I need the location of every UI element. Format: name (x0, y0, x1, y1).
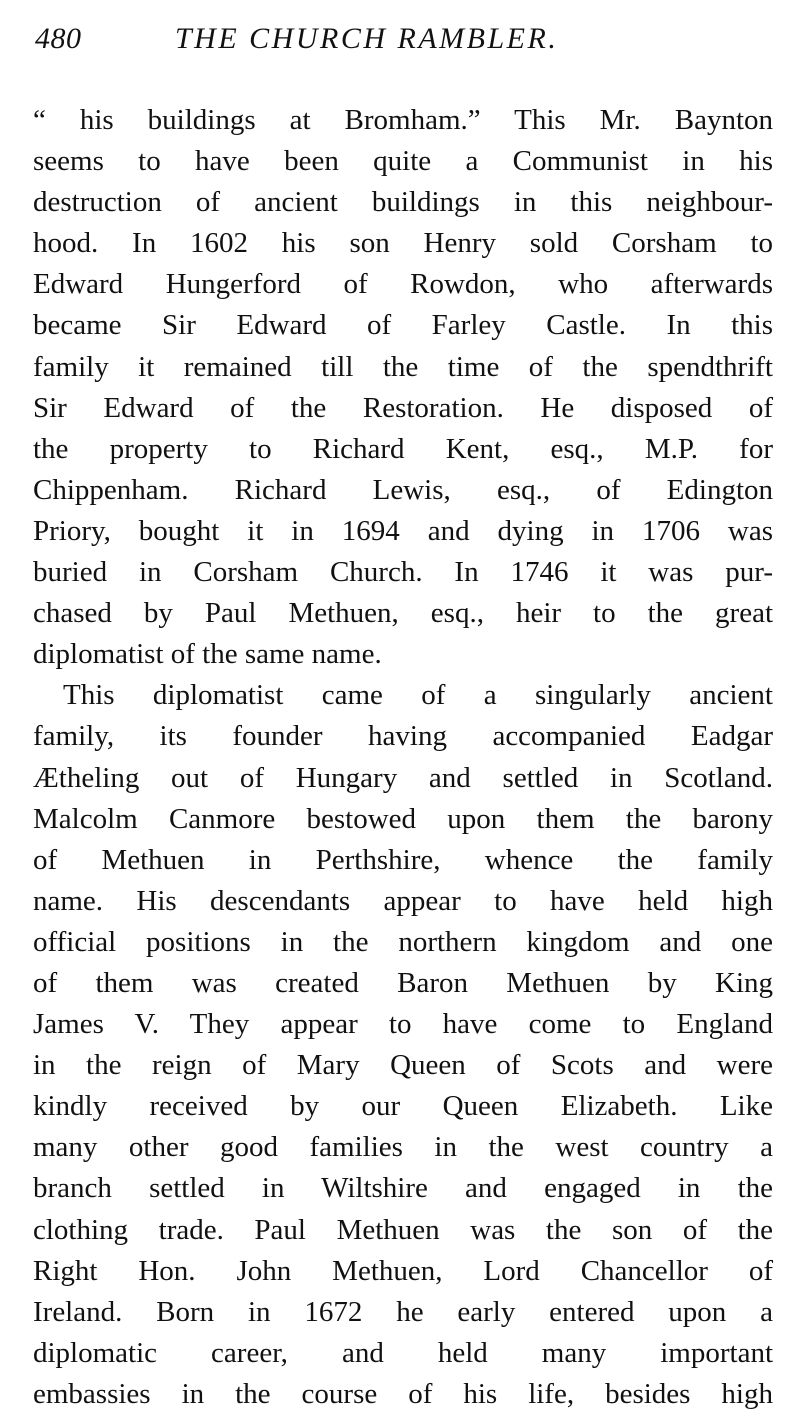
text-line: of Methuen in Perthshire, whence the family (33, 843, 773, 876)
text-line: clothing trade. Paul Methuen was the son of the (33, 1213, 773, 1246)
text-line: family it remained till the time of the spendthrift (33, 350, 773, 383)
body-text (33, 100, 773, 1415)
text-line: of them was created Baron Methuen by King (33, 966, 773, 999)
text-line: many other good families in the west country a (33, 1131, 773, 1164)
text-line: hood. In 1602 his son Henry sold Corsham to (33, 227, 773, 260)
text-line: name. His descendants appear to have held high (33, 884, 773, 917)
text-line: in the reign of Mary Queen of Scots and were (33, 1049, 773, 1082)
text-line: buried in Corsham Church. In 1746 it was pur- (33, 556, 773, 589)
text-line: diplomatist of the same name. (33, 638, 382, 671)
page-number: 480 (35, 22, 82, 55)
text-line: Priory, bought it in 1694 and dying in 1706 was (33, 514, 773, 547)
text-line: official positions in the northern kingdom and one (33, 925, 773, 958)
text-line: diplomatic career, and held many important (33, 1336, 773, 1369)
text-line: Edward Hungerford of Rowdon, who afterwards (33, 268, 773, 301)
text-line: “ his buildings at Bromham.” This Mr. Baynton (33, 104, 773, 136)
text-line: Ireland. Born in 1672 he early entered upon a (33, 1295, 773, 1328)
page-header (35, 22, 770, 62)
text-line: destruction of ancient buildings in this neighbour- (33, 186, 773, 219)
text-line: Right Hon. John Methuen, Lord Chancellor of (33, 1254, 773, 1287)
text-line: seems to have been quite a Communist in his (33, 145, 773, 178)
text-line: James V. They appear to have come to England (33, 1008, 773, 1041)
text-line: Malcolm Canmore bestowed upon them the barony (33, 802, 773, 835)
text-line: Sir Edward of the Restoration. He disposed of (33, 391, 773, 424)
text-line: became Sir Edward of Farley Castle. In this (33, 309, 773, 342)
text-line: embassies in the course of his life, besides high (33, 1377, 773, 1410)
text-line: This diplomatist came of a singularly ancient (63, 679, 773, 712)
text-line: Chippenham. Richard Lewis, esq., of Edington (33, 473, 773, 506)
text-line: chased by Paul Methuen, esq., heir to the great (33, 597, 773, 630)
text-line: the property to Richard Kent, esq., M.P. for (33, 432, 773, 465)
text-line: Ætheling out of Hungary and settled in Scotland. (33, 761, 773, 794)
text-line: branch settled in Wiltshire and engaged in the (33, 1172, 773, 1205)
text-line: kindly received by our Queen Elizabeth. Like (33, 1090, 773, 1123)
text-line: family, its founder having accompanied Eadgar (33, 720, 773, 753)
running-title: THE CHURCH RAMBLER. (175, 22, 559, 55)
